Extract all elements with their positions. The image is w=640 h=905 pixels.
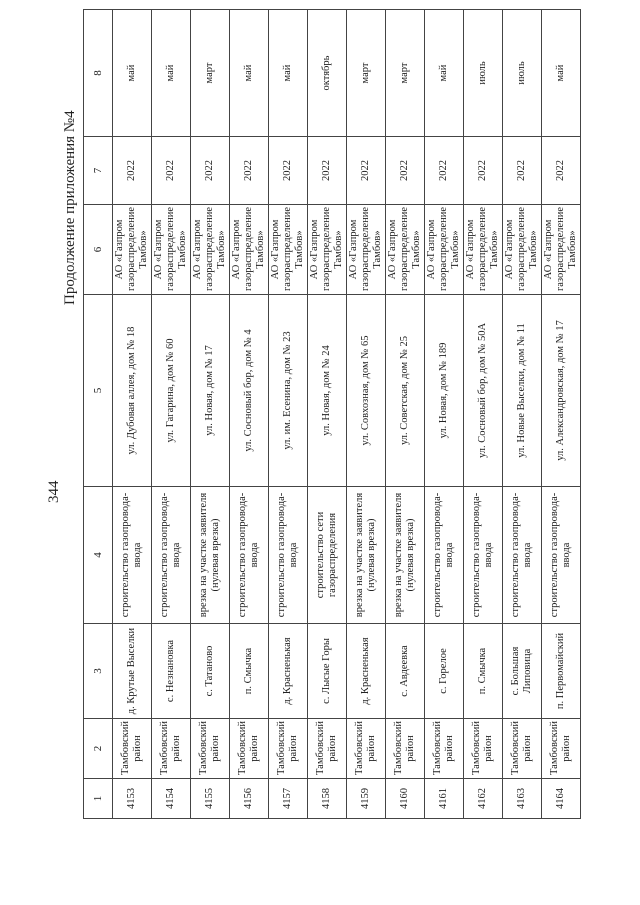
table-row: [425, 10, 464, 819]
locality-cell: с. Татаново: [191, 624, 230, 719]
table-row: [308, 10, 347, 819]
month-cell: июль: [464, 10, 503, 137]
district-cell: Тамбовский район: [542, 719, 581, 779]
work-type-cell: строительство газопровода-ввода: [230, 487, 269, 624]
locality-cell: с. Большая Липовица: [503, 624, 542, 719]
row-number: 4154: [152, 779, 191, 819]
row-number: 4160: [386, 779, 425, 819]
district-cell: Тамбовский район: [503, 719, 542, 779]
address-cell: ул. Советская, дом № 25: [386, 295, 425, 487]
organization-cell: АО «Газпром газораспределение Тамбов»: [113, 205, 152, 295]
locality-cell: п. Смычка: [464, 624, 503, 719]
district-cell: Тамбовский район: [464, 719, 503, 779]
district-cell: Тамбовский район: [230, 719, 269, 779]
table-row: [191, 10, 230, 819]
gasification-table: [83, 9, 581, 819]
district-cell: Тамбовский район: [308, 719, 347, 779]
column-header: 6: [84, 205, 113, 295]
row-number: 4163: [503, 779, 542, 819]
address-cell: ул. Совхозная, дом № 65: [347, 295, 386, 487]
locality-cell: с. Лысые Горы: [308, 624, 347, 719]
column-header: 2: [84, 719, 113, 779]
year-cell: 2022: [308, 137, 347, 205]
month-cell: май: [113, 10, 152, 137]
column-header: 7: [84, 137, 113, 205]
locality-cell: с. Горелое: [425, 624, 464, 719]
district-cell: Тамбовский район: [386, 719, 425, 779]
header-row: [84, 10, 113, 819]
locality-cell: д. Красненькая: [269, 624, 308, 719]
year-cell: 2022: [542, 137, 581, 205]
organization-cell: АО «Газпром газораспределение Тамбов»: [464, 205, 503, 295]
month-cell: май: [152, 10, 191, 137]
table-row: [386, 10, 425, 819]
locality-cell: с. Авдеевка: [386, 624, 425, 719]
district-cell: Тамбовский район: [425, 719, 464, 779]
row-number: 4158: [308, 779, 347, 819]
month-cell: май: [269, 10, 308, 137]
month-cell: март: [191, 10, 230, 137]
address-cell: ул. Александровская, дом № 17: [542, 295, 581, 487]
organization-cell: АО «Газпром газораспределение Тамбов»: [386, 205, 425, 295]
work-type-cell: врезка на участке заявителя (нулевая врезка): [347, 487, 386, 624]
address-cell: ул. им. Есенина, дом № 23: [269, 295, 308, 487]
address-cell: ул. Новая, дом № 24: [308, 295, 347, 487]
year-cell: 2022: [269, 137, 308, 205]
column-header: 1: [84, 779, 113, 819]
organization-cell: АО «Газпром газораспределение Тамбов»: [152, 205, 191, 295]
organization-cell: АО «Газпром газораспределение Тамбов»: [542, 205, 581, 295]
work-type-cell: строительство газопровода-ввода: [113, 487, 152, 624]
address-cell: ул. Дубовая аллея, дом № 18: [113, 295, 152, 487]
table-row: [269, 10, 308, 819]
row-number: 4153: [113, 779, 152, 819]
work-type-cell: строительство газопровода-ввода: [425, 487, 464, 624]
organization-cell: АО «Газпром газораспределение Тамбов»: [347, 205, 386, 295]
year-cell: 2022: [191, 137, 230, 205]
table-row: [464, 10, 503, 819]
address-cell: ул. Гагарина, дом № 60: [152, 295, 191, 487]
year-cell: 2022: [113, 137, 152, 205]
work-type-cell: строительство сети газораспределения: [308, 487, 347, 624]
work-type-cell: строительство газопровода-ввода: [503, 487, 542, 624]
district-cell: Тамбовский район: [113, 719, 152, 779]
work-type-cell: строительство газопровода-ввода: [542, 487, 581, 624]
row-number: 4161: [425, 779, 464, 819]
address-cell: ул. Новая, дом № 17: [191, 295, 230, 487]
district-cell: Тамбовский район: [152, 719, 191, 779]
work-type-cell: врезка на участке заявителя (нулевая врезка): [191, 487, 230, 624]
month-cell: март: [386, 10, 425, 137]
organization-cell: АО «Газпром газораспределение Тамбов»: [191, 205, 230, 295]
year-cell: 2022: [425, 137, 464, 205]
year-cell: 2022: [503, 137, 542, 205]
organization-cell: АО «Газпром газораспределение Тамбов»: [269, 205, 308, 295]
column-header: 8: [84, 10, 113, 137]
column-header: 4: [84, 487, 113, 624]
month-cell: март: [347, 10, 386, 137]
table-row: [152, 10, 191, 819]
year-cell: 2022: [464, 137, 503, 205]
page-number: 344: [46, 480, 62, 503]
table-row: [113, 10, 152, 819]
district-cell: Тамбовский район: [269, 719, 308, 779]
address-cell: ул. Новая, дом № 189: [425, 295, 464, 487]
district-cell: Тамбовский район: [191, 719, 230, 779]
locality-cell: п. Первомайский: [542, 624, 581, 719]
organization-cell: АО «Газпром газораспределение Тамбов»: [503, 205, 542, 295]
table-row: [230, 10, 269, 819]
address-cell: ул. Сосновый бор, дом № 4: [230, 295, 269, 487]
month-cell: июль: [503, 10, 542, 137]
row-number: 4155: [191, 779, 230, 819]
continuation-title: Продолжение приложения №4: [62, 110, 78, 305]
column-header: 5: [84, 295, 113, 487]
organization-cell: АО «Газпром газораспределение Тамбов»: [425, 205, 464, 295]
month-cell: май: [230, 10, 269, 137]
work-type-cell: строительство газопровода-ввода: [152, 487, 191, 624]
row-number: 4164: [542, 779, 581, 819]
column-header: 3: [84, 624, 113, 719]
table-row: [542, 10, 581, 819]
locality-cell: д. Красненькая: [347, 624, 386, 719]
month-cell: май: [425, 10, 464, 137]
organization-cell: АО «Газпром газораспределение Тамбов»: [308, 205, 347, 295]
address-cell: ул. Новые Выселки, дом № 11: [503, 295, 542, 487]
year-cell: 2022: [230, 137, 269, 205]
row-number: 4162: [464, 779, 503, 819]
work-type-cell: строительство газопровода-ввода: [269, 487, 308, 624]
work-type-cell: строительство газопровода-ввода: [464, 487, 503, 624]
district-cell: Тамбовский район: [347, 719, 386, 779]
month-cell: октябрь: [308, 10, 347, 137]
locality-cell: д. Крутые Выселки: [113, 624, 152, 719]
address-cell: ул. Сосновый бор, дом № 50А: [464, 295, 503, 487]
year-cell: 2022: [347, 137, 386, 205]
work-type-cell: врезка на участке заявителя (нулевая врезка): [386, 487, 425, 624]
locality-cell: с. Незнановка: [152, 624, 191, 719]
row-number: 4156: [230, 779, 269, 819]
year-cell: 2022: [386, 137, 425, 205]
organization-cell: АО «Газпром газораспределение Тамбов»: [230, 205, 269, 295]
locality-cell: п. Смычка: [230, 624, 269, 719]
table-row: [347, 10, 386, 819]
year-cell: 2022: [152, 137, 191, 205]
table-row: [503, 10, 542, 819]
row-number: 4159: [347, 779, 386, 819]
row-number: 4157: [269, 779, 308, 819]
month-cell: май: [542, 10, 581, 137]
